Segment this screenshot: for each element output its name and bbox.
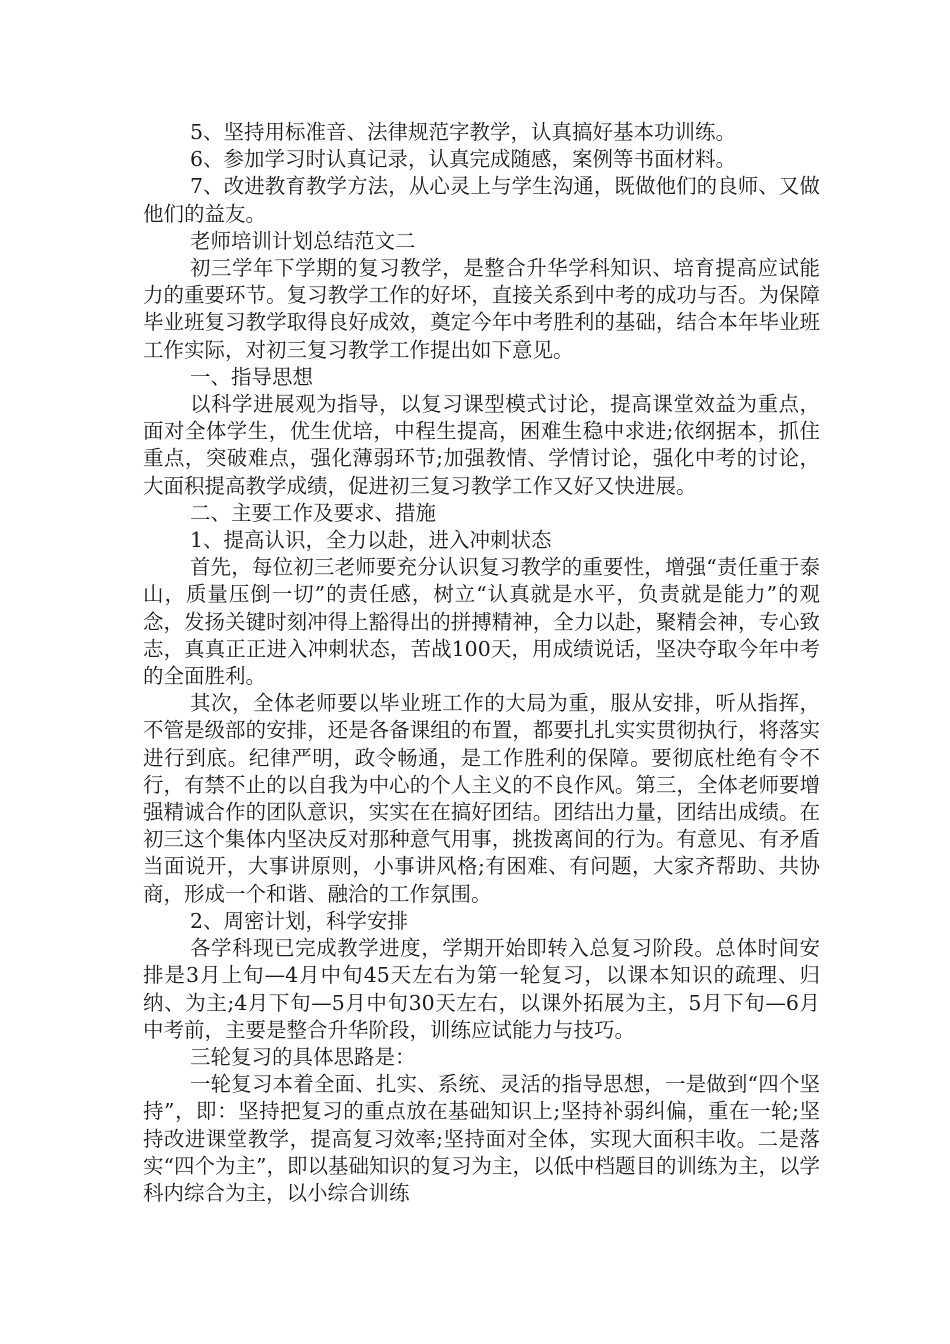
- paragraph-first: 首先，每位初三老师要充分认识复习教学的重要性，增强“责任重于泰山，质量压倒一切”的责任感，树立“认真就是水平，负责就是能力”的观念，发扬关键时刻冲得上豁得出的拼搏精神，全力以赴，聚精会神，专心致志，真真正正进入冲刺状态，苦战100天，用成绩说话，坚决夺取今年中考的全面胜利。: [143, 555, 820, 689]
- subheading-2: 2、周密计划，科学安排: [190, 908, 409, 933]
- list-item-7: 7、改进教育教学方法，从心灵上与学生沟通，既做他们的良师、又做他们的益友。: [143, 174, 820, 226]
- paragraph-second: 其次，全体老师要以毕业班工作的大局为重，服从安排，听从指挥，不管是级部的安排，还是各备课组的布置，都要扎扎实实贯彻执行，将落实进行到底。纪律严明，政令畅通，是工作胜利的保障。要彻底杜绝有令不行，有禁不止的以自我为中心的个人主义的不良作风。第三，全体老师要增强精诚合作的团队意识，实实在在搞好团结。团结出力量，团结出成绩。在初三这个集体内坚决反对那种意气用事，挑拨离间的行为。有意见、有矛盾当面说开，大事讲原则，小事讲风格;有困难、有问题，大家齐帮助、共协商，形成一个和谐、融洽的工作氛围。: [143, 691, 820, 906]
- document-body: [143, 119, 820, 1207]
- three-rounds-intro: 三轮复习的具体思路是：: [190, 1044, 416, 1069]
- list-item-6: 6、参加学习时认真记录，认真完成随感，案例等书面材料。: [190, 147, 737, 172]
- intro-paragraph: 初三学年下学期的复习教学，是整合升华学科知识、培育提高应试能力的重要环节。复习教学工作的好坏，直接关系到中考的成功与否。为保障毕业班复习教学取得良好成效，奠定今年中考胜利的基础，结合本年毕业班工作实际，对初三复习教学工作提出如下意见。: [143, 256, 820, 362]
- first-round-paragraph: 一轮复习本着全面、扎实、系统、灵活的指导思想，一是做到“四个坚持”，即：坚持把复习的重点放在基础知识上;坚持补弱纠偏，重在一轮;坚持改进课堂教学，提高复习效率;坚持面对全体，实现大面积丰收。二是落实“四个为主”，即以基础知识的复习为主，以低中档题目的训练为主，以学科内综合为主，以小综合训练: [143, 1072, 820, 1205]
- schedule-paragraph: 各学科现已完成教学进度，学期开始即转入总复习阶段。总体时间安排是3月上旬—4月中旬45天左右为第一轮复习，以课本知识的疏理、归纳、为主;4月下旬—5月中旬30天左右，以课外拓展为主，5月下旬—6月中考前，主要是整合升华阶段，训练应试能力与技巧。: [143, 936, 820, 1042]
- section-title: 老师培训计划总结范文二: [190, 228, 416, 253]
- heading-guiding-thought: 一、指导思想: [190, 364, 313, 389]
- guiding-thought-paragraph: 以科学进展观为指导，以复习课型模式讨论，提高课堂效益为重点，面对全体学生，优生优培，中程生提高，困难生稳中求进;依纲据本，抓住重点，突破难点，强化薄弱环节;加强教情、学情讨论，强化中考的讨论，大面积提高教学成绩，促进初三复习教学工作又好又快进展。: [143, 392, 820, 498]
- subheading-1: 1、提高认识，全力以赴，进入冲刺状态: [190, 528, 552, 553]
- heading-main-work: 二、主要工作及要求、措施: [190, 500, 436, 525]
- list-item-5: 5、坚持用标准音、法律规范字教学，认真搞好基本功训练。: [190, 120, 737, 144]
